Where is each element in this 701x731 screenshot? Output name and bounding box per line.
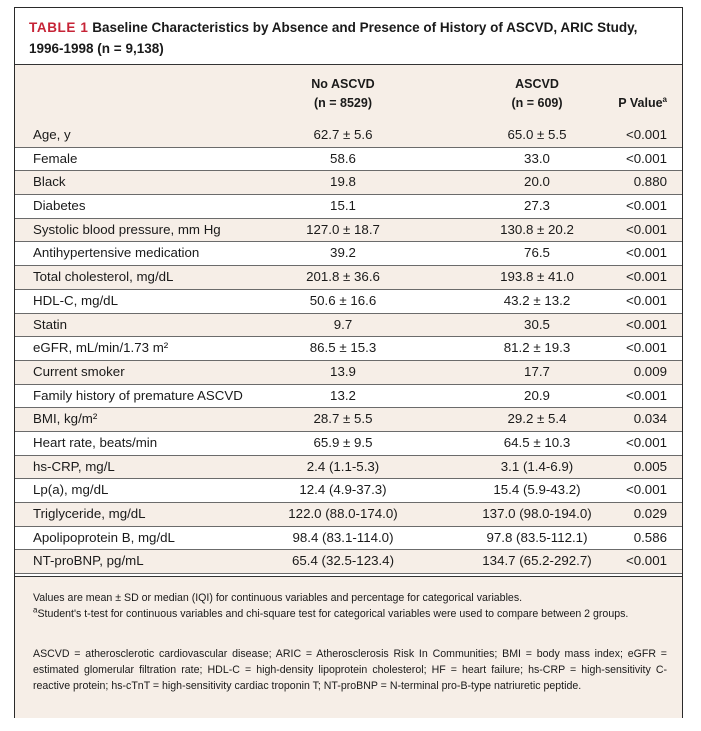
header-no-ascvd-label: No ASCVD	[311, 77, 375, 91]
row-no-ascvd-value: 2.4 (1.1-5.3)	[306, 458, 380, 474]
row-no-ascvd-value: 65.9 ± 9.5	[313, 434, 373, 450]
row-label: Apolipoprotein B, mg/dL	[33, 529, 175, 545]
row-ascvd-value: 27.3	[524, 198, 550, 214]
row-p-value: 0.029	[633, 506, 667, 521]
table-row	[15, 266, 682, 290]
header-p-value-sup: a	[662, 94, 667, 104]
row-ascvd-value: 29.2 ± 5.4	[507, 411, 567, 427]
row-label: Female	[33, 150, 78, 166]
header-p-value-label: P Value	[618, 96, 663, 110]
row-ascvd-value: 137.0 (98.0-194.0)	[482, 506, 592, 521]
row-no-ascvd-value: 28.7 ± 5.5	[313, 411, 373, 427]
row-label: Triglyceride, mg/dL	[33, 506, 146, 521]
row-label: Total cholesterol, mg/dL	[33, 269, 174, 285]
table-row	[15, 314, 682, 338]
row-label: Family history of premature ASCVD	[33, 387, 243, 403]
row-p-value: <0.001	[625, 198, 667, 214]
row-label: NT-proBNP, pg/mL	[33, 553, 144, 569]
table-row	[15, 550, 682, 574]
table-row	[15, 171, 682, 195]
row-no-ascvd-value: 65.4 (32.5-123.4)	[291, 553, 394, 569]
footnote-abbreviations: ASCVD = atherosclerotic cardiovascular disease; ARIC = Atherosclerosis Risk In Communities; BMI = body mass index; eGFR = estimated glomerular filtration rate; HDL-C = high-density lipoprotein cholesterol; HF = heart failure; hs-CRP = high-sensitivity C-reactive protein; hs-cTnT = high-sensitivity cardiac troponin T; NT-proBNP = N-terminal pro-B-type natriuretic peptide.	[33, 648, 667, 692]
row-no-ascvd-value: 58.6	[330, 150, 356, 166]
row-label: Current smoker	[33, 363, 125, 379]
row-p-value: <0.001	[625, 340, 667, 356]
row-ascvd-value: 43.2 ± 13.2	[503, 292, 571, 308]
row-ascvd-value: 65.0 ± 5.5	[507, 127, 567, 142]
row-p-value: <0.001	[625, 316, 667, 332]
row-ascvd-value: 81.2 ± 19.3	[503, 340, 571, 356]
header-ascvd-n: (n = 609)	[511, 96, 563, 110]
row-p-value: 0.005	[633, 458, 667, 474]
table-row	[15, 385, 682, 409]
row-no-ascvd-value: 86.5 ± 15.3	[309, 340, 377, 356]
row-label: Statin	[33, 316, 68, 332]
header-p-value	[595, 94, 667, 113]
table-row	[15, 361, 682, 385]
row-no-ascvd-value: 15.1	[330, 198, 356, 214]
table-row	[15, 195, 682, 219]
row-no-ascvd-value: 98.4 (83.1-114.0)	[292, 529, 394, 545]
row-p-value: <0.001	[625, 245, 667, 261]
row-ascvd-value: 30.5	[524, 316, 550, 332]
row-p-value: <0.001	[625, 269, 667, 285]
header-no-ascvd-n: (n = 8529)	[313, 96, 372, 110]
row-ascvd-value: 3.1 (1.4-6.9)	[500, 458, 574, 474]
footnote-a-marker: a	[33, 605, 38, 615]
table-row	[15, 242, 682, 266]
row-ascvd-value: 33.0	[524, 150, 550, 166]
row-no-ascvd-value: 122.0 (88.0-174.0)	[288, 506, 398, 521]
row-no-ascvd-value: 50.6 ± 16.6	[309, 292, 377, 308]
row-p-value: <0.001	[625, 127, 667, 142]
table-row	[15, 432, 682, 456]
table-row	[15, 337, 682, 361]
row-label: HDL-C, mg/dL	[33, 292, 118, 308]
row-no-ascvd-value: 201.8 ± 36.6	[306, 269, 380, 285]
footnote-values-text: Values are mean ± SD or median (IQI) for continuous variables and percentage for categorical variables.	[33, 592, 523, 604]
table-row	[15, 503, 682, 527]
row-p-value: <0.001	[625, 292, 667, 308]
row-p-value: <0.001	[625, 482, 667, 498]
table-footnotes	[15, 576, 682, 718]
table-row	[15, 290, 682, 314]
row-no-ascvd-value: 39.2	[330, 245, 356, 261]
row-label: BMI, kg/m²	[33, 411, 98, 427]
header-ascvd-label: ASCVD	[515, 77, 559, 91]
row-label: Lp(a), mg/dL	[33, 482, 109, 498]
row-label: Antihypertensive medication	[33, 245, 200, 261]
row-ascvd-value: 130.8 ± 20.2	[500, 221, 574, 237]
column-header-row	[15, 64, 682, 125]
row-ascvd-value: 20.9	[524, 387, 550, 403]
table-row	[15, 479, 682, 503]
row-p-value: <0.001	[625, 434, 667, 450]
row-no-ascvd-value: 13.2	[330, 387, 356, 403]
table-caption: Baseline Characteristics by Absence and Presence of History of ASCVD, ARIC Study, 1996-1998 (n = 9,138)	[29, 20, 638, 56]
row-ascvd-value: 64.5 ± 10.3	[503, 434, 571, 450]
row-ascvd-value: 20.0	[524, 174, 550, 190]
row-p-value: <0.001	[625, 387, 667, 403]
row-no-ascvd-value: 12.4 (4.9-37.3)	[299, 482, 387, 498]
table-row	[15, 408, 682, 432]
row-label: Systolic blood pressure, mm Hg	[33, 221, 221, 237]
row-label: Heart rate, beats/min	[33, 434, 158, 450]
row-ascvd-value: 17.7	[524, 363, 550, 379]
row-label: eGFR, mL/min/1.73 m²	[33, 340, 169, 356]
row-p-value: 0.034	[633, 411, 667, 427]
row-label: hs-CRP, mg/L	[33, 458, 115, 474]
row-p-value: 0.009	[633, 363, 667, 379]
row-ascvd-value: 193.8 ± 41.0	[500, 269, 574, 285]
row-p-value: 0.880	[633, 174, 667, 190]
table-row	[15, 456, 682, 480]
table-row	[15, 148, 682, 172]
row-no-ascvd-value: 19.8	[330, 174, 356, 190]
row-no-ascvd-value: 62.7 ± 5.6	[313, 127, 373, 142]
table-number: TABLE 1	[29, 20, 89, 35]
header-no-ascvd	[243, 75, 443, 113]
row-ascvd-value: 76.5	[524, 245, 550, 261]
row-ascvd-value: 134.7 (65.2-292.7)	[482, 553, 592, 569]
row-p-value: <0.001	[625, 150, 667, 166]
row-no-ascvd-value: 127.0 ± 18.7	[306, 221, 380, 237]
row-no-ascvd-value: 13.9	[330, 363, 356, 379]
row-ascvd-value: 97.8 (83.5-112.1)	[486, 529, 588, 545]
footnote-values	[33, 590, 667, 622]
row-p-value: <0.001	[625, 221, 667, 237]
row-ascvd-value: 15.4 (5.9-43.2)	[493, 482, 581, 498]
row-label: Diabetes	[33, 198, 86, 214]
table-body	[15, 124, 682, 598]
table-row	[15, 124, 682, 148]
footnote-a-text: Student's t-test for continuous variables and chi-square test for categorical variables were used to compare between 2 groups.	[37, 608, 629, 620]
table-frame	[14, 7, 683, 718]
row-label: Black	[33, 174, 66, 190]
table-row	[15, 219, 682, 243]
row-p-value: <0.001	[625, 553, 667, 569]
table-row	[15, 527, 682, 551]
row-label: Age, y	[33, 127, 71, 142]
table-title	[29, 17, 669, 59]
row-p-value: 0.586	[633, 529, 667, 545]
row-no-ascvd-value: 9.7	[333, 316, 353, 332]
